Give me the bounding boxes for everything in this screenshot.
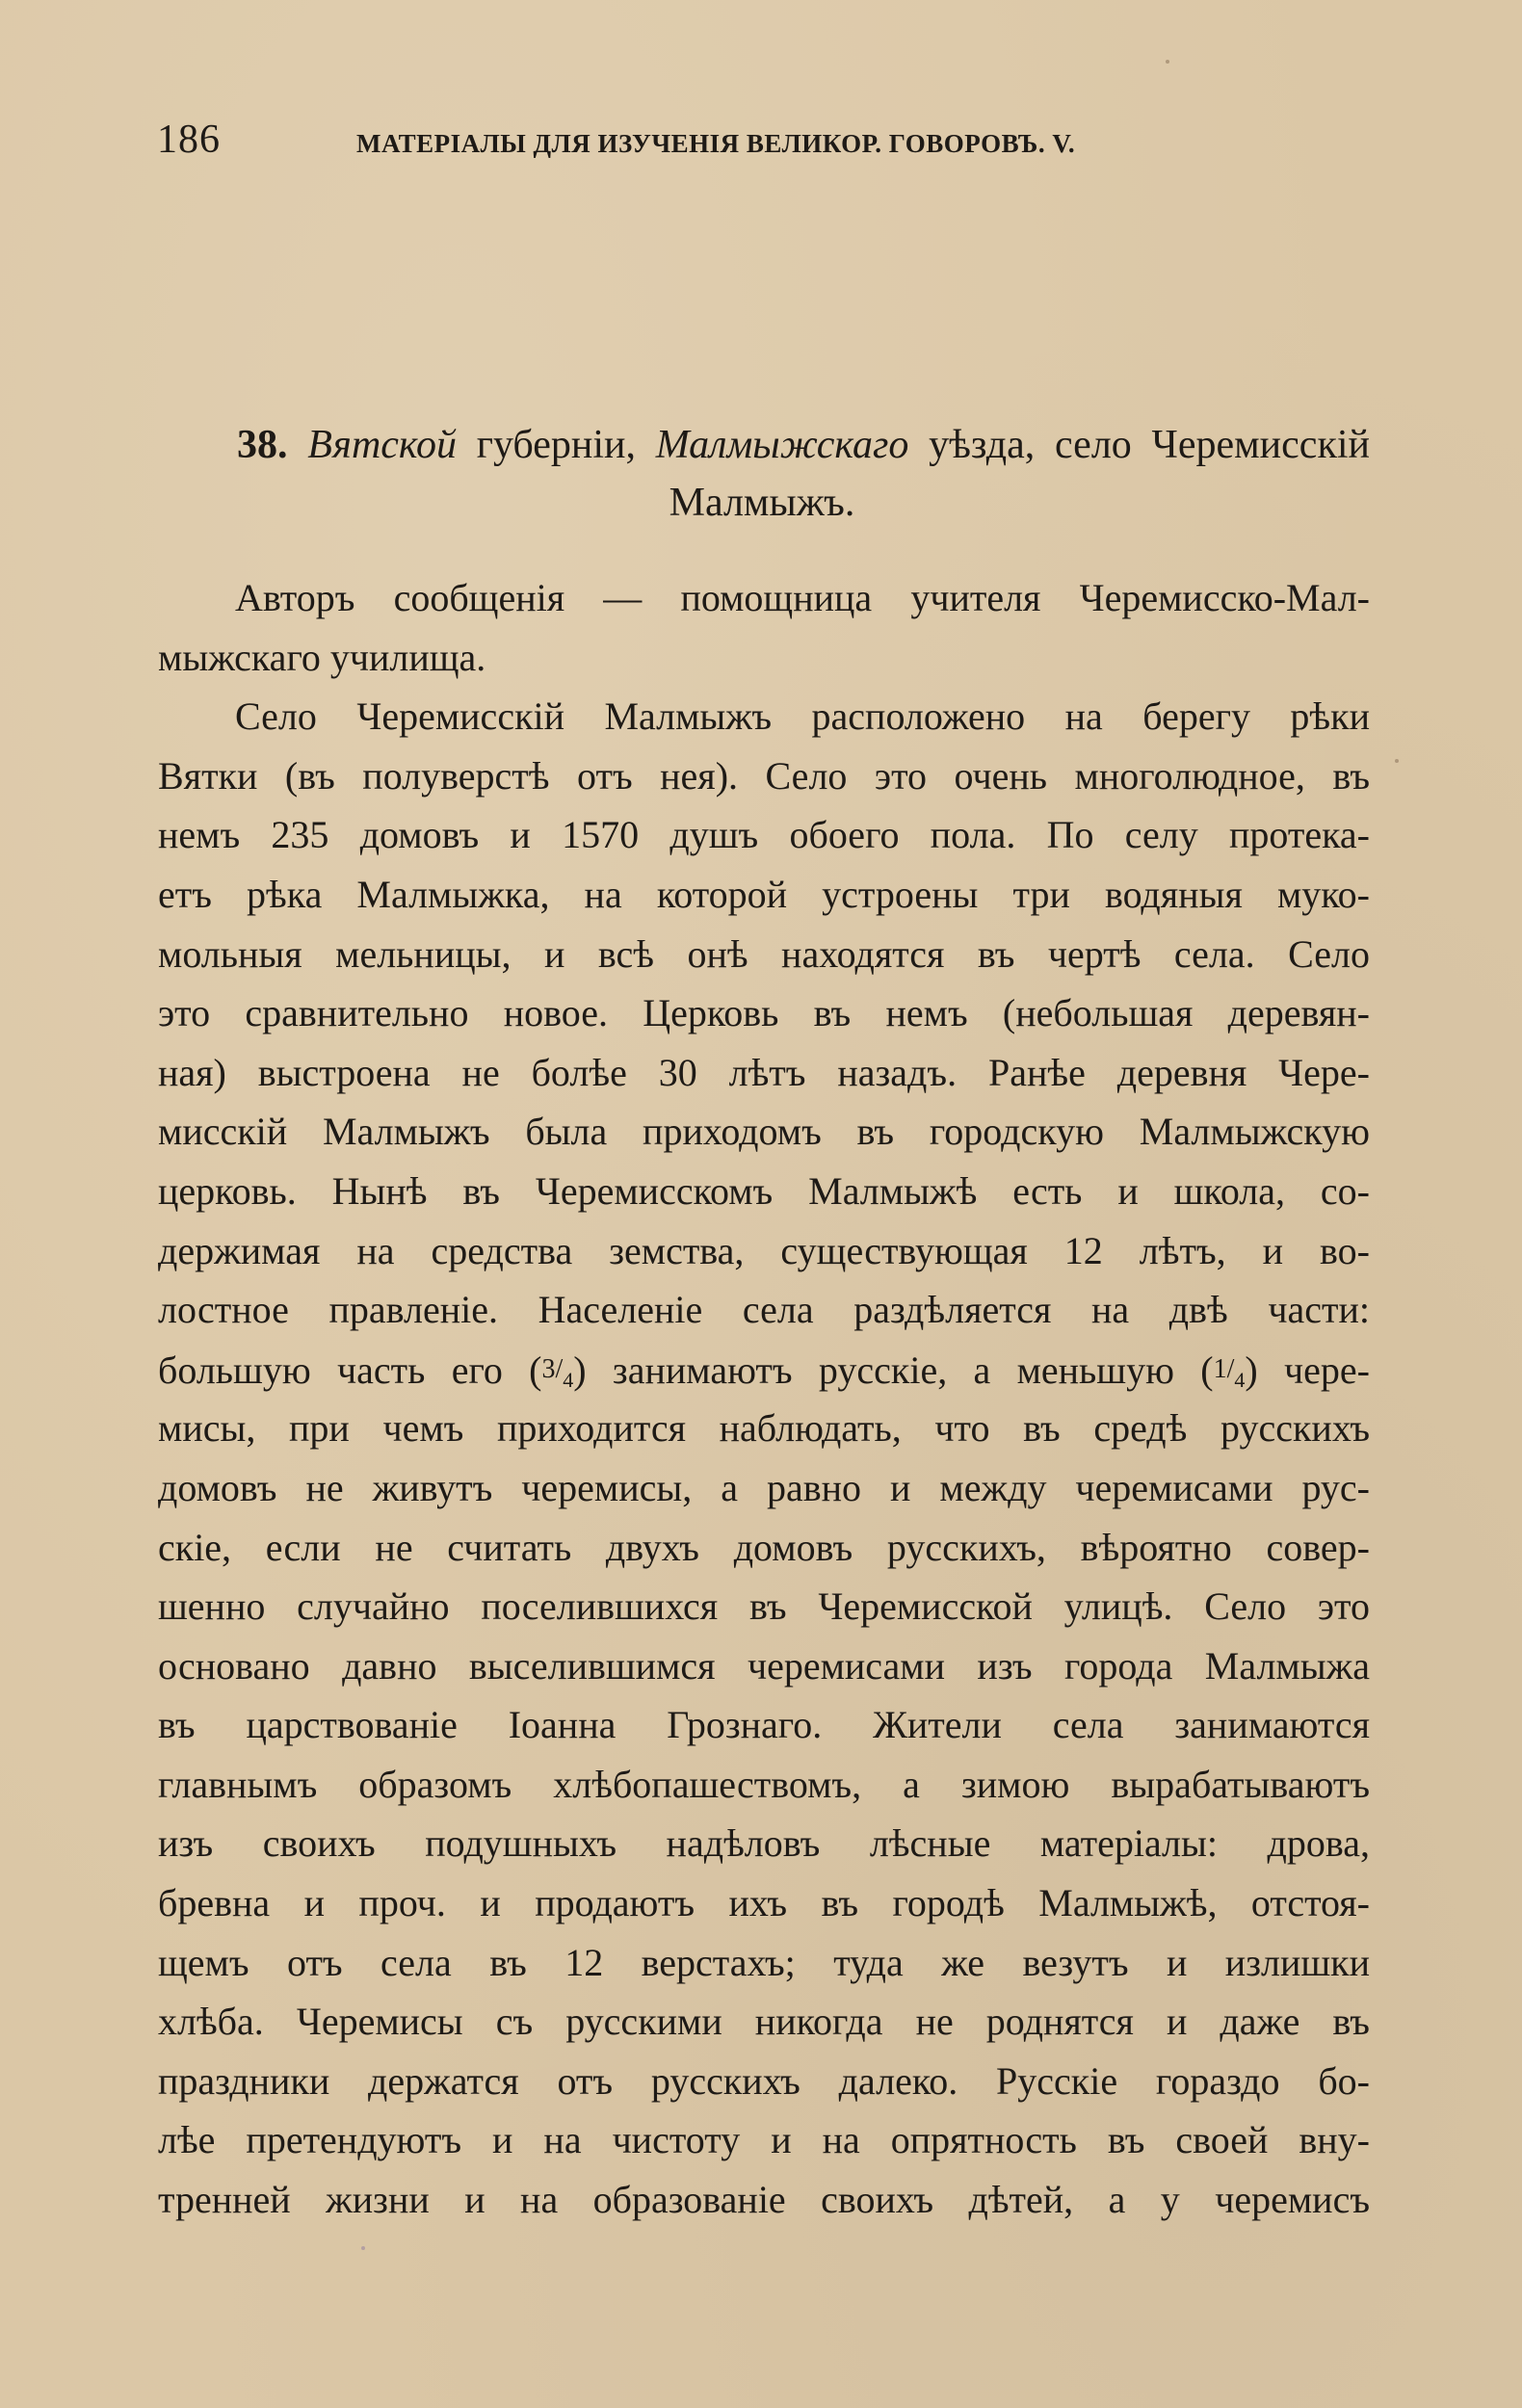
heading-text-2: уѣзда, село Черемисскій xyxy=(908,423,1370,467)
fraction-line-part1: большую часть его ( xyxy=(158,1348,542,1392)
text-line: мольныя мельницы, и всѣ онѣ находятся въ чертѣ села. Село xyxy=(158,931,1370,976)
text-line: въ царствованіе Іоанна Грознаго. Жители села занимаются xyxy=(158,1703,1370,1747)
section-heading xyxy=(237,416,1370,474)
text-line-fractions xyxy=(158,1340,1370,1400)
text-line: церковь. Нынѣ въ Черемисскомъ Малмыжѣ есть и школа, со- xyxy=(158,1168,1370,1213)
text-line: шенно случайно поселившихся въ Черемисской улицѣ. Село это xyxy=(158,1584,1370,1629)
fraction-one-quarter: $1/_4$ xyxy=(1213,1353,1246,1392)
text-line: скіе, если не считать двухъ домовъ русскихъ, вѣроятно совер- xyxy=(158,1525,1370,1569)
heading-gubernia: Вятской xyxy=(307,423,457,467)
text-line: етъ рѣка Малмыжка, на которой устроены три водяныя муко- xyxy=(158,872,1370,916)
fraction-numerator: 3 xyxy=(541,1353,556,1384)
text-line: Вятки (въ полуверстѣ отъ нея). Село это очень многолюдное, въ xyxy=(158,753,1370,798)
text-line: изъ своихъ подушныхъ надѣловъ лѣсные матеріалы: дрова, xyxy=(158,1821,1370,1866)
paper-speck xyxy=(1395,759,1399,763)
text-line: праздники держатся отъ русскихъ далеко. Русскіе гораздо бо- xyxy=(158,2058,1370,2103)
text-line: главнымъ образомъ хлѣбопашествомъ, а зимою вырабатываютъ xyxy=(158,1762,1370,1806)
heading-text-1: губерніи, xyxy=(456,423,656,467)
text-line: мисы, при чемъ приходится наблюдать, что въ средѣ русскихъ xyxy=(158,1406,1370,1451)
text-line: держимая на средства земства, существующая 12 лѣтъ, и во- xyxy=(158,1228,1370,1272)
fraction-line-part2: ) занимаютъ русскіе, а меньшую ( xyxy=(573,1348,1214,1392)
text-line: мыжскаго училища. xyxy=(158,635,486,679)
text-line: Село Черемисскій Малмыжъ расположено на берегу рѣки xyxy=(235,694,1370,739)
text-line: это сравнительно новое. Церковь въ немъ (небольшая деревян- xyxy=(158,991,1370,1035)
paper-speck xyxy=(1166,60,1169,64)
running-head xyxy=(154,114,1368,171)
text-line: домовъ не живутъ черемисы, а равно и между черемисами рус- xyxy=(158,1465,1370,1509)
fraction-three-quarters: $3/_4$ xyxy=(541,1353,574,1392)
fraction-line-part3: ) чере- xyxy=(1245,1348,1370,1392)
fraction-denominator: 4 xyxy=(1234,1367,1246,1392)
page-number: 186 xyxy=(157,118,221,162)
running-title: МАТЕРІАЛЫ ДЛЯ ИЗУЧЕНІЯ ВЕЛИКОР. ГОВОРОВЪ. V. xyxy=(356,129,1076,158)
text-line: тренней жизни и на образованіе своихъ дѣтей, а у черемисъ xyxy=(158,2178,1370,2222)
section-heading-line2: Малмыжъ. xyxy=(669,481,855,525)
text-line: лѣе претендуютъ и на чистоту и на опрятность въ своей вну- xyxy=(158,2118,1370,2162)
fraction-denominator: 4 xyxy=(563,1367,574,1392)
text-line: ная) выстроена не болѣе 30 лѣтъ назадъ. Ранѣе деревня Чере- xyxy=(158,1050,1370,1094)
text-line: бревна и проч. и продаютъ ихъ въ городѣ Малмыжѣ, отстоя- xyxy=(158,1881,1370,1925)
text-line: основано давно выселившимся черемисами изъ города Малмыжа xyxy=(158,1643,1370,1688)
body-text xyxy=(158,568,1370,2230)
text-line: лостное правленіе. Населеніе села раздѣляется на двѣ части: xyxy=(158,1288,1370,1332)
text-line: хлѣба. Черемисы съ русскими никогда не роднятся и даже въ xyxy=(158,2000,1370,2044)
text-line: Авторъ сообщенія — помощница учителя Черемисско-Мал- xyxy=(235,576,1370,619)
text-line: немъ 235 домовъ и 1570 душъ обоего пола. По селу протека- xyxy=(158,813,1370,857)
paper-speck xyxy=(361,2246,365,2250)
section-number: 38. xyxy=(237,423,288,467)
heading-uezd: Малмыжскаго xyxy=(655,423,909,467)
text-line: щемъ отъ села въ 12 верстахъ; туда же везутъ и излишки xyxy=(158,1940,1370,1984)
fraction-numerator: 1 xyxy=(1213,1353,1227,1384)
text-line: мисскій Малмыжъ была приходомъ въ городскую Малмыжскую xyxy=(158,1110,1370,1154)
